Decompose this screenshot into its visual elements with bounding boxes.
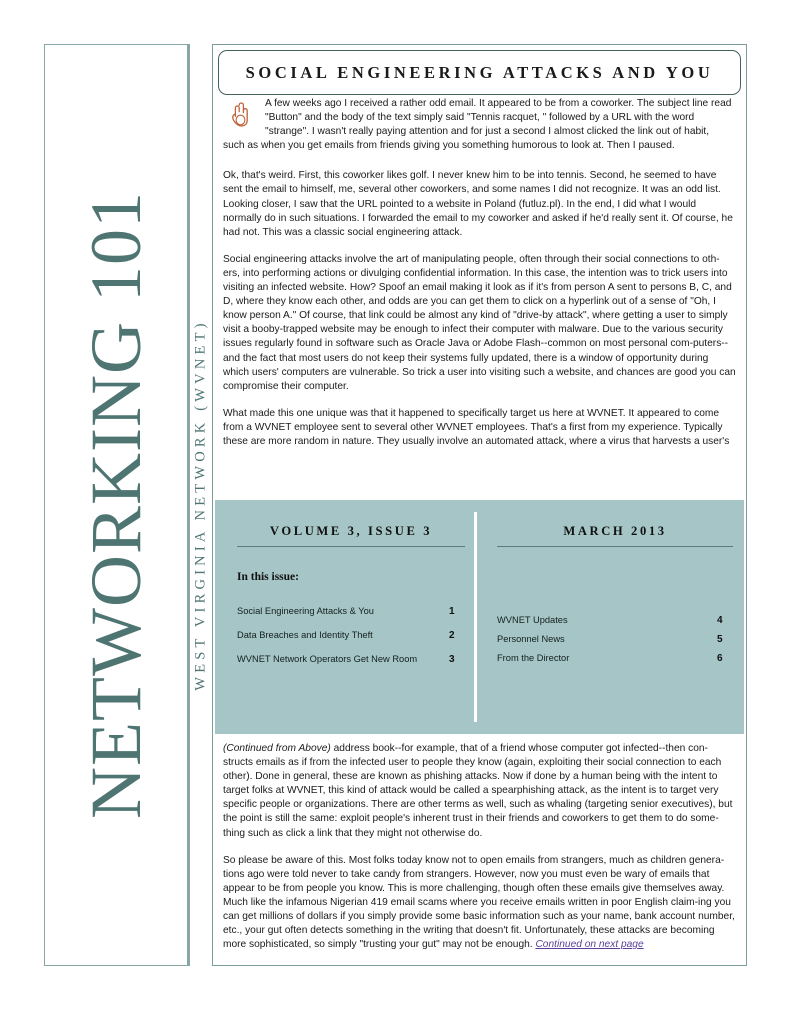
toc-item-page: 1	[449, 606, 455, 618]
volume-issue-heading: VOLUME 3, ISSUE 3	[269, 524, 433, 538]
masthead-inner	[45, 45, 187, 965]
article-paragraph-3: What made this one unique was that it happened to specifically target us here at WVNET. It appeared to come from a WVNET employee sent to several other WVNET employees. That's a first from my experience. Typically these are more random in nature. They usually involve an automated attack, where a virus that harvests a user's	[223, 407, 730, 447]
date-heading-rule	[497, 546, 733, 547]
toc-item-label: Social Engineering Attacks & You	[237, 606, 374, 617]
lead-paragraph: A few weeks ago I received a rather odd email. It appeared to be from a coworker. The subject line read "Button" and the body of the text simply said "Tennis racquet, " followed by a URL with the word "strange". I wasn't really paying attention and for just a second I almost clicked the link out of habit,	[265, 98, 732, 138]
in-this-issue-label: In this issue:	[237, 571, 299, 584]
toc-item-label: WVNET Network Operators Get New Room	[237, 654, 418, 665]
toc-list-left	[237, 605, 465, 666]
masthead-subtitle: WEST VIRGINIA NETWORK (WVNET)	[192, 319, 209, 691]
article-title-box	[218, 50, 741, 95]
pointing-hand-icon	[230, 102, 252, 128]
toc-item-label: Personnel News	[497, 634, 565, 645]
article-title: SOCIAL ENGINEERING ATTACKS AND YOU	[245, 62, 714, 82]
continued-from-above-label: (Continued from Above)	[223, 743, 331, 754]
article-paragraph-2: Social engineering attacks involve the art of manipulating people, often through their social connections to oth-ers, into performing actions or divulging confidential information. In this case, the intention was to trick users into visiting an infected website. How? Spoof an email making it look as if it's from person A sent to persons B, C, and D, where they know each other, and odds are you can get them to click on a hyperlink out of a sense of "Oh, I know person A." Of course, that link could be almost any kind of "drive-by attack", where getting a user to simply visit a booby-trapped website may be enough to infect their computer with malware. Due to the various security issues regularly found in software such as Oracle Java or Adobe Flash--common on most personal com-puters--and the fact that most users do not keep their systems fully updated, there is a window of opportunity during which users' computers are vulnerable. So trick a user into visiting such a website, and chances are good you can compromise their computer.	[223, 253, 736, 392]
masthead-rule-left	[188, 44, 190, 966]
toc-item-label: From the Director	[497, 653, 570, 664]
toc-row[interactable]	[237, 629, 465, 642]
issue-column-divider	[474, 512, 477, 722]
toc-row[interactable]	[497, 652, 733, 665]
toc-item-page: 5	[717, 634, 723, 646]
continued-paragraph-2-text: So please be aware of this. Most folks today know not to open emails from strangers, much as children genera-tions ago were told never to take candy from strangers. However, now you must even be wary of emails that appear to be from people you know. This is more challenging, though often these emails give themselves away. Much like the infamous Nigerian 419 email scams where you receive emails written in poor English claim-ing you can get millions of dollars if you simply provide some basic information such as your name, bank account number, etc., your gut often detects something in the writing that doesn't fit. Unfortunately, these attacks are becoming more sophisticated, so simply "trusting your gut" may not be enough.	[223, 854, 735, 951]
article-body	[213, 97, 746, 462]
issue-column-right	[497, 500, 733, 734]
toc-item-label: WVNET Updates	[497, 615, 568, 626]
issue-date-heading: MARCH 2013	[563, 524, 667, 538]
toc-list-right	[497, 614, 733, 665]
continued-paragraph-1	[223, 742, 736, 841]
lead-paragraph-continuation: such as when you get emails from friends giving you something humorous to look at. Then I paused.	[223, 140, 675, 152]
article-paragraph-1: Ok, that's weird. First, this coworker likes golf. I never knew him to be into tennis. Second, he seemed to have sent the email to himself, me, several other coworkers, and some names I did not recognize. It was an odd list. Looking closer, I saw that the URL pointed to a website in Poland (futluz.pl). In the end, I did what I would normally do in such situations. I forwarded the email to my coworker and asked if he'd really sent it. Of course, he had not. This was a classic social engineering attack.	[223, 170, 733, 238]
toc-item-page: 3	[449, 654, 455, 666]
toc-item-page: 2	[449, 630, 455, 642]
toc-row[interactable]	[237, 653, 465, 666]
masthead-panel	[44, 44, 188, 966]
toc-row[interactable]	[237, 605, 465, 618]
continued-section	[213, 742, 746, 965]
volume-heading-rule	[237, 546, 465, 547]
toc-item-page: 6	[717, 653, 723, 665]
toc-item-page: 4	[717, 615, 723, 627]
toc-item-label: Data Breaches and Identity Theft	[237, 630, 373, 641]
content-frame	[212, 44, 747, 966]
continued-paragraph-1-text: address book--for example, that of a friend whose computer got infected--then con-structs emails as if from the infected user to people they know (again, exploiting their social connection to each other). Done in general, these are known as phishing attacks. Now if done by a human being with the intent to target folks at WVNET, this kind of attack would be called a spearphishing attack, as the intent is to target very specific people or organizations. There are other terms as well, such as whaling (targeting senior executives), but the point is still the same: exploit people's inherent trust in their friends and coworkers to get them to do some-thing such as click a link that they might not otherwise do.	[223, 743, 733, 839]
toc-row[interactable]	[497, 614, 733, 627]
masthead-title: NETWORKING 101	[76, 191, 156, 819]
issue-info-panel	[215, 500, 744, 734]
masthead-subtitle-strip	[188, 44, 214, 966]
continued-on-next-page-link[interactable]: Continued on next page	[535, 939, 644, 951]
continued-paragraph-2	[223, 854, 736, 953]
toc-row[interactable]	[497, 633, 733, 646]
issue-column-left	[237, 500, 465, 734]
